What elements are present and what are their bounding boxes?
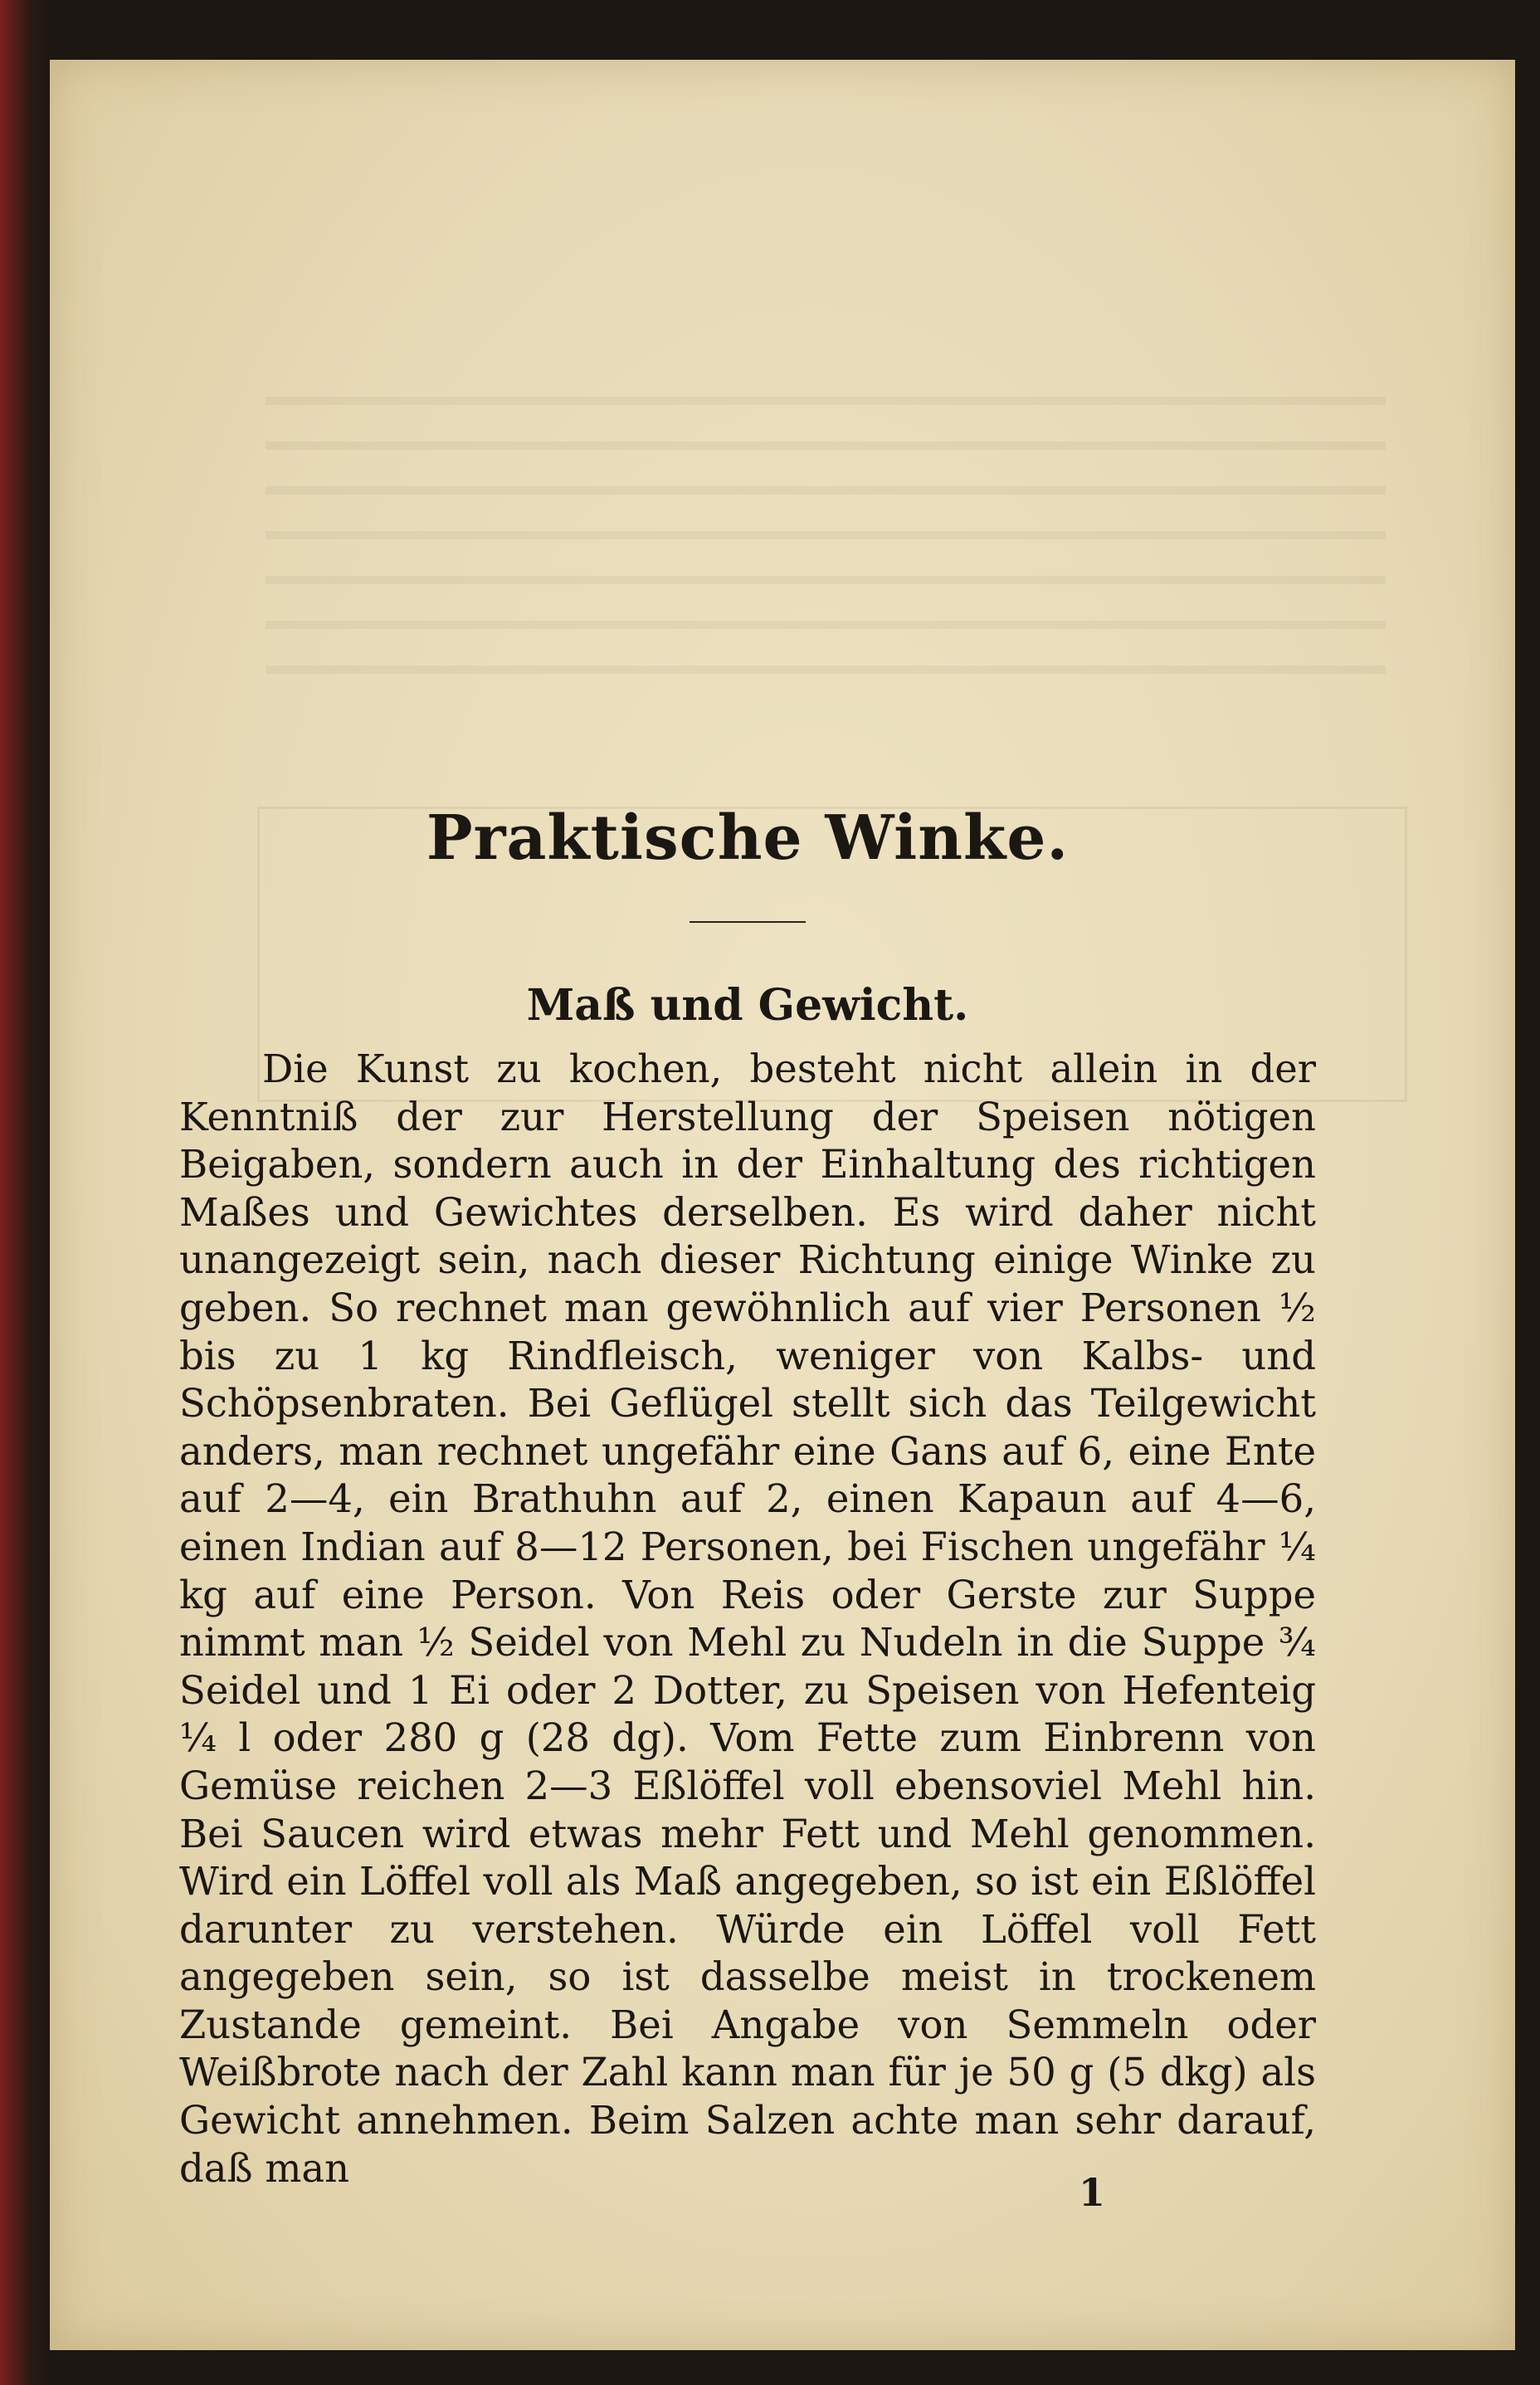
body-paragraph: Die Kunst zu kochen, besteht nicht allein in der Kenntniß der zur Herstellung der Speisen nötigen Beigaben, sondern auch in der Einhaltung des richtigen Maßes und Gewichtes derselben. Es wird daher nicht unangezeigt sein, nach dieser Richtung einige Winke zu geben. So rechnet man gewöhnlich auf vier Personen ½ bis zu 1 kg Rindfleisch, weniger von Kalbs- und Schöpsenbraten. Bei Geflügel stellt sich das Teilgewicht anders, man rechnet ungefähr eine Gans auf 6, eine Ente auf 2—4, ein Brathuhn auf 2, einen Kapaun auf 4—6, einen Indian auf 8—12 Personen, bei Fischen ungefähr ¼ kg auf eine Person. Von Reis oder Gerste zur Suppe nimmt man ½ Seidel von Mehl zu Nudeln in die Suppe ¾ Seidel und 1 Ei oder 2 Dotter, zu Speisen von Hefenteig ¼ l oder 280 g (28 dg). Vom Fette zum Einbrenn von Gemüse reichen 2—3 Eßlöffel voll ebensoviel Mehl hin. Bei Saucen wird etwas mehr Fett und Mehl genommen. Wird ein Löffel voll als Maß angegeben, so ist ein Eßlöffel darunter zu verstehen. Würde ein Löffel voll Fett angegeben sein, so ist dasselbe meist in trockenem Zustande gemeint. Bei Angabe von Semmeln oder Weißbrote nach der Zahl kann man für je 50 g (5 dkg) als Gewicht annehmen. Beim Salzen achte man sehr darauf, daß man (179, 1046, 1316, 2191)
bleed-through-text (266, 392, 1386, 674)
page-title: Praktische Winke. (426, 802, 1070, 874)
page-number: 1 (1079, 2170, 1106, 2215)
page-content (179, 797, 1316, 2192)
title-divider (690, 921, 806, 923)
section-heading: Maß und Gewicht. (526, 980, 969, 1031)
book-spine (0, 0, 50, 2385)
